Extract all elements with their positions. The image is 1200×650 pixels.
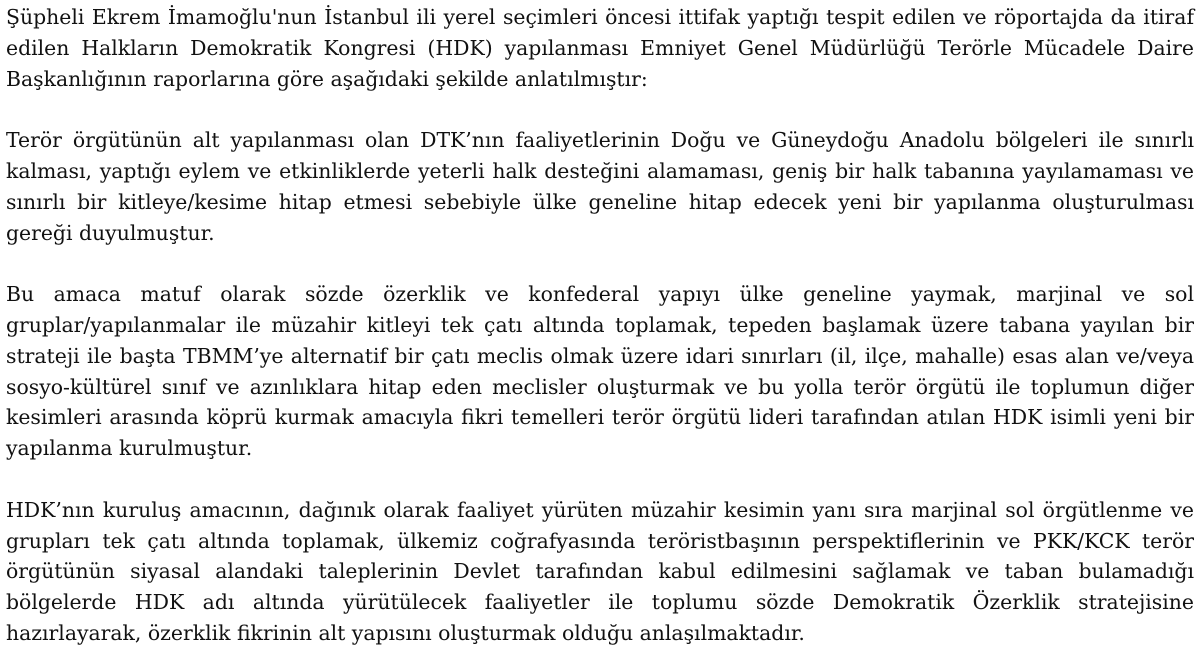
paragraph-hdk-purpose: HDK’nın kuruluş amacının, dağınık olarak faaliyet yürüten müzahir kesimin yanı sıra marjinal sol örgütlenme ve grupları tek çatı altında toplamak, ülkemiz coğrafyasında teröristbaşının perspektiflerinin ve PKK/KCK terör örgütünün siyasal alandaki taleplerinin Devlet tarafından kabul edilmesini sağlamak ve taban bulamadığı bölgelerde HDK adı altında yürütülecek faaliyetler ile toplumu sözde Demokratik Özerklik stratejisine hazırlayarak, özerklik fikrinin alt yapısını oluşturmak olduğu anlaşılmaktadır. bbox=[6, 497, 1194, 645]
paragraph-dtk-background: Terör örgütünün alt yapılanması olan DTK’nın faaliyetlerinin Doğu ve Güneydoğu Anadolu bölgeleri ile sınırlı kalması, yaptığı eylem ve etkinliklerde yeterli halk desteğini alamaması, geniş bir halk tabanına yayılamaması ve sınırlı bir kitleye/kesime hitap etmesi sebebiyle ülke geneline hitap edecek yeni bir yapılanma oluşturulması gereği duyulmuştur. bbox=[6, 128, 1194, 245]
paragraph-intro: Şüpheli Ekrem İmamoğlu'nun İstanbul ili yerel seçimleri öncesi ittifak yaptığı tespit edilen ve röportajda da itiraf edilen Halkların Demokratik Kongresi (HDK) yapılanması Emniyet Genel Müdürlüğü Terörle Mücadele Daire Başkanlığının raporlarına göre aşağıdaki şekilde anlatılmıştır: bbox=[6, 5, 1194, 91]
paragraph-hdk-founding: Bu amaca matuf olarak sözde özerklik ve konfederal yapıyı ülke geneline yaymak, marjinal ve sol gruplar/yapılanmalar ile müzahir kitleyi tek çatı altında toplamak, tepeden başlamak üzere tabana yayılan bir strateji ile başta TBMM’ye alternatif bir çatı meclis olmak üzere idari sınırları (il, ilçe, mahalle) esas alan ve/veya sosyo-kültürel sınıf ve azınlıklara hitap eden meclisler oluşturmak ve bu yolla terör örgütü ile toplumun diğer kesimleri arasında köprü kurmak amacıyla fikri temelleri terör örgütü lideri tarafından atılan HDK isimli yeni bir yapılanma kurulmuştur. bbox=[6, 282, 1194, 461]
